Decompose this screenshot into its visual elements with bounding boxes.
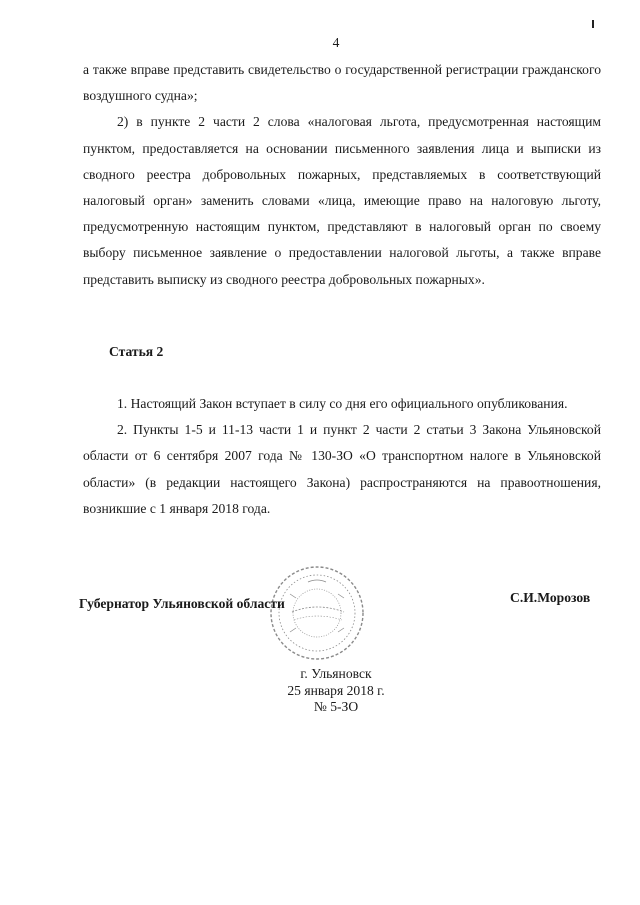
footer-city: г. Ульяновск xyxy=(300,666,372,681)
official-seal-icon xyxy=(268,564,366,662)
corner-mark xyxy=(592,20,594,28)
amendment-text xyxy=(83,57,601,293)
paragraph-item-2: 2) в пункте 2 части 2 слова «налоговая льгота, предусмотренная настоящим пунктом, предоставляется на основании письменного заявления лица и выписки из сводного реестра добровольных пожарных, представляемых в соответствующий налоговый орган» заменить словами «лица, имеющие право на налоговую льготу, предусмотренную настоящим пунктом, представляют в налоговый орган по своему выбору письменное заявление о предоставлении налоговой льготы, а также вправе представить выписку из сводного реестра добровольных пожарных». xyxy=(83,114,601,287)
article-paragraph-1: 1. Настоящий Закон вступает в силу со дня его официального опубликования. xyxy=(117,396,568,411)
article-paragraph-2: 2. Пункты 1-5 и 11-13 части 1 и пункт 2 части 2 статьи 3 Закона Ульяновской области от 6 сентября 2007 года № 130-ЗО «О транспортном налоге в Ульяновской области» (в редакции настоящего Закона) распространяются на правоотношения, возникшие с 1 января 2018 года. xyxy=(83,422,601,516)
page-number: 4 xyxy=(332,35,340,50)
governor-title: Губернатор Ульяновской области xyxy=(79,596,285,611)
article-text xyxy=(83,391,601,522)
governor-name: С.И.Морозов xyxy=(510,590,591,605)
article-heading: Статья 2 xyxy=(109,344,164,359)
footer-number: № 5-ЗО xyxy=(313,699,359,714)
document-footer xyxy=(0,666,640,716)
footer-date: 25 января 2018 г. xyxy=(287,682,385,698)
paragraph-continuation: а также вправе представить свидетельство о государственной регистрации гражданского воздушного судна»; xyxy=(83,62,601,104)
